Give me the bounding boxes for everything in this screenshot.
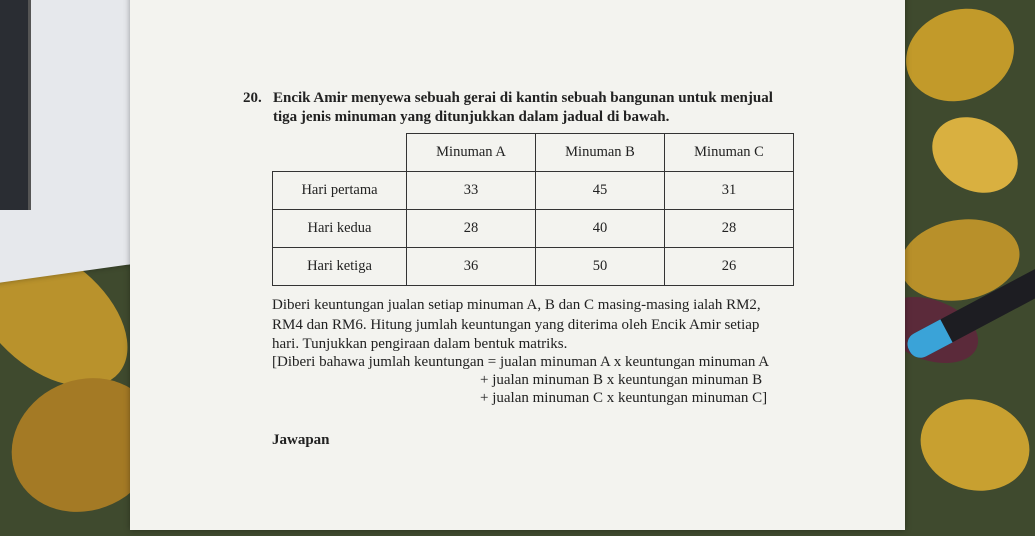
table-cell: 36 [407,248,536,286]
table-cell: 50 [536,248,665,286]
table-row [273,210,794,248]
question-number: 20. [243,90,262,106]
question-intro-line-2: tiga jenis minuman yang ditunjukkan dalam jadual di bawah. [273,109,670,125]
column-header: Minuman B [536,134,665,172]
question-intro-line-1: Encik Amir menyewa sebuah gerai di kantin sebuah bangunan untuk menjual [273,90,773,106]
table-header-row [273,134,794,172]
background-pattern [910,387,1035,502]
drinks-sales-table [272,133,794,286]
table-cell: 28 [665,210,794,248]
formula-line-2: + jualan minuman B x keuntungan minuman B [480,372,763,388]
table-cell: 40 [536,210,665,248]
row-header: Hari pertama [273,172,407,210]
row-header: Hari ketiga [273,248,407,286]
table-cell: 26 [665,248,794,286]
formula-line-1: [Diberi bahawa jumlah keuntungan = jualan minuman A x keuntungan minuman A [272,354,770,370]
row-header: Hari kedua [273,210,407,248]
column-header: Minuman C [665,134,794,172]
table-cell: 31 [665,172,794,210]
device-edge [0,0,31,210]
body-text-line-3: hari. Tunjukkan pengiraan dalam bentuk matriks. [272,336,568,352]
table-cell: 33 [407,172,536,210]
answer-label: Jawapan [272,432,330,448]
formula-line-3: + jualan minuman C x keuntungan minuman C] [480,390,768,406]
table-corner-cell [273,134,407,172]
table-row [273,248,794,286]
table-cell: 45 [536,172,665,210]
table-cell: 28 [407,210,536,248]
column-header: Minuman A [407,134,536,172]
table-row [273,172,794,210]
body-text-line-1: Diberi keuntungan jualan setiap minuman A, B dan C masing-masing ialah RM2, [272,297,761,313]
body-text-line-2: RM4 dan RM6. Hitung jumlah keuntungan yang diterima oleh Encik Amir setiap [272,317,760,333]
background-pattern [919,102,1032,208]
background-pattern [893,0,1027,116]
